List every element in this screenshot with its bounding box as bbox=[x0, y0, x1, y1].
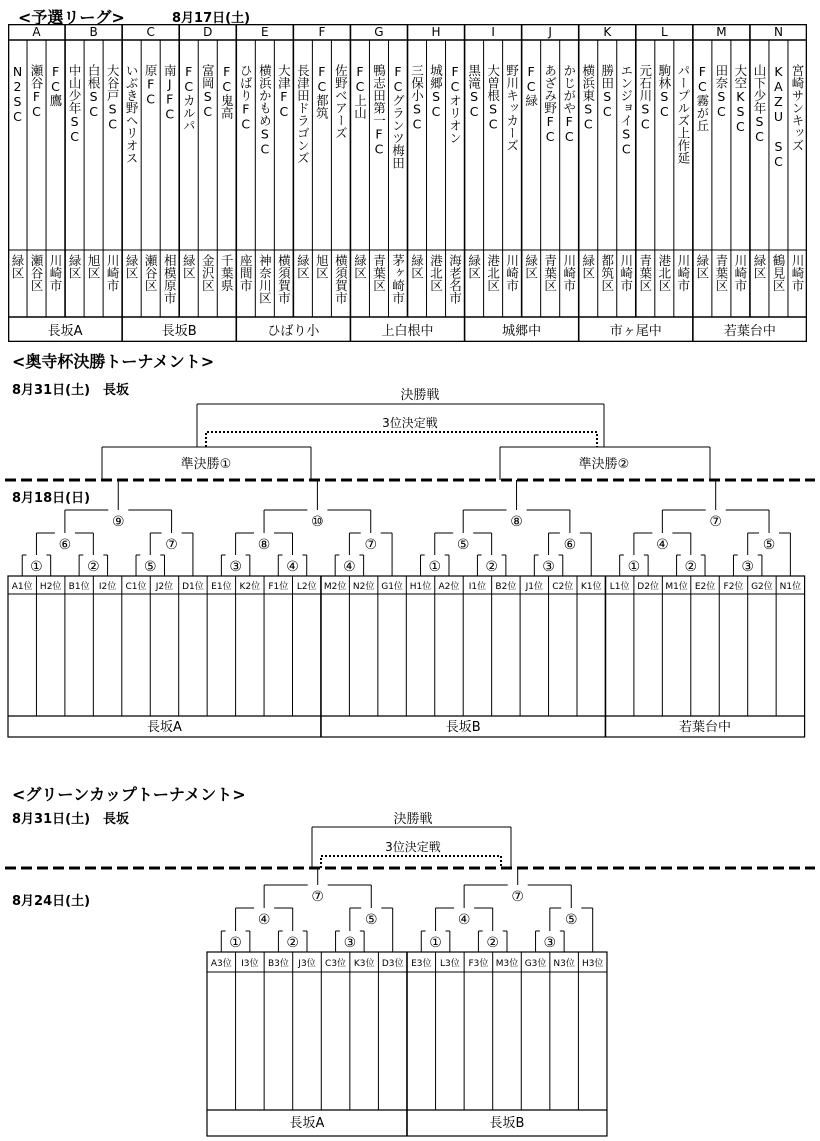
venue-label: 城郷中 bbox=[502, 324, 542, 339]
team-name: 南JFC bbox=[162, 64, 178, 122]
third-place-label: 3位決定戦 bbox=[382, 416, 438, 430]
match-label: ④ bbox=[457, 912, 471, 928]
team-ward: 緑区 bbox=[523, 254, 539, 279]
slot-label: E1位 bbox=[211, 582, 232, 592]
venue-label: 若葉台中 bbox=[679, 720, 732, 735]
team-name: 白根SC bbox=[86, 64, 102, 119]
venue-label: 若葉台中 bbox=[723, 324, 776, 339]
team-name: KAZU SC bbox=[770, 64, 786, 169]
match-label: ③ bbox=[542, 559, 555, 575]
team-ward: 千葉県 bbox=[219, 254, 235, 292]
team-ward: 神奈川区 bbox=[257, 254, 273, 304]
team-ward: 緑区 bbox=[124, 254, 140, 279]
semi-final-label: 準決勝② bbox=[578, 457, 630, 472]
team-ward: 都筑区 bbox=[599, 254, 615, 292]
green-final-date: 8月31日(土) 長坂 bbox=[12, 812, 130, 827]
slot-label: E2位 bbox=[694, 582, 716, 592]
match-label: ⑥ bbox=[58, 537, 72, 553]
team-name: 瀬谷FC bbox=[29, 64, 45, 119]
team-name: 大空KSC bbox=[732, 64, 748, 134]
slot-label: B2位 bbox=[495, 582, 517, 592]
group-letter: F bbox=[318, 25, 326, 39]
match-label: ⑤ bbox=[762, 537, 776, 553]
match-label: ② bbox=[485, 559, 498, 575]
green-bracket bbox=[0, 800, 820, 1140]
team-name: 佐野ベアーズ bbox=[333, 64, 349, 139]
slot-label: F3位 bbox=[468, 959, 489, 969]
slot-label: M3位 bbox=[495, 959, 519, 969]
prelim-date: 8月17日(土) bbox=[172, 11, 251, 26]
team-ward: 川崎市 bbox=[48, 254, 64, 292]
team-name: エンジョイSC bbox=[618, 64, 634, 157]
slot-label: L1位 bbox=[609, 582, 630, 592]
third-place-line bbox=[206, 432, 597, 447]
team-name: 中山少年SC bbox=[67, 64, 83, 144]
venue-label: 市ヶ尾中 bbox=[609, 324, 662, 339]
match-label: ③ bbox=[343, 935, 357, 951]
slot-label: B1位 bbox=[68, 582, 90, 592]
team-ward: 瀬谷区 bbox=[143, 254, 159, 292]
group-letter: I bbox=[491, 25, 495, 39]
slot-label: I2位 bbox=[98, 582, 117, 592]
match-label: ③ bbox=[543, 935, 557, 951]
team-ward: 緑区 bbox=[694, 254, 710, 279]
match-label: ⑩ bbox=[311, 514, 324, 530]
slot-label: A1位 bbox=[11, 582, 33, 592]
team-ward: 青葉区 bbox=[637, 254, 653, 292]
okudera-round-date: 8月18日(日) bbox=[12, 491, 91, 506]
team-name: かじがやFC bbox=[561, 64, 577, 144]
slot-label: F1位 bbox=[268, 582, 289, 592]
match-label: ① bbox=[428, 559, 442, 575]
match-label: ⑦ bbox=[511, 889, 524, 905]
team-name: 大曽根SC bbox=[485, 64, 501, 132]
team-name: 大津FC bbox=[276, 64, 292, 119]
match-label: ⑤ bbox=[143, 559, 157, 575]
slot-label: N3位 bbox=[553, 959, 575, 969]
group-letter: A bbox=[32, 25, 41, 39]
match-label: ⑦ bbox=[709, 514, 722, 530]
match-label: ④ bbox=[343, 559, 356, 575]
slot-label: C2位 bbox=[552, 582, 574, 592]
group-letter: D bbox=[203, 25, 213, 39]
match-label: ⑨ bbox=[111, 514, 125, 530]
match-label: ② bbox=[486, 935, 499, 951]
team-ward: 旭区 bbox=[314, 254, 330, 279]
final-label: 決勝戦 bbox=[393, 812, 433, 827]
match-label: ④ bbox=[656, 537, 669, 553]
match-label: ③ bbox=[741, 559, 754, 575]
group-letter: G bbox=[374, 25, 384, 39]
slot-label: D1位 bbox=[182, 582, 204, 592]
match-label: ① bbox=[627, 559, 641, 575]
slot-label: I1位 bbox=[468, 582, 487, 592]
team-ward: 川崎市 bbox=[504, 254, 520, 292]
team-name: FC鬼高 bbox=[219, 64, 235, 119]
slot-label: L3位 bbox=[439, 959, 460, 969]
green-title: <グリーンカップトーナメント> bbox=[12, 785, 246, 804]
team-ward: 港北区 bbox=[656, 254, 672, 292]
team-name: FC都筑 bbox=[314, 64, 330, 119]
team-name: 長津田ドラゴンズ bbox=[295, 64, 311, 164]
team-ward: 緑区 bbox=[466, 254, 482, 279]
team-name: FC霧が丘 bbox=[694, 64, 710, 132]
team-ward: 川崎市 bbox=[561, 254, 577, 292]
slot-label: J2位 bbox=[155, 582, 174, 592]
venue-label: ひばり小 bbox=[267, 324, 320, 339]
slot-label: K3位 bbox=[353, 959, 375, 969]
match-label: ④ bbox=[257, 912, 271, 928]
slot-label: D3位 bbox=[381, 959, 404, 969]
team-ward: 川崎市 bbox=[105, 254, 121, 292]
match-label: ① bbox=[429, 935, 442, 951]
team-ward: 港北区 bbox=[428, 254, 444, 292]
team-name: N2SC bbox=[10, 64, 25, 124]
green-round-date: 8月24日(土) bbox=[12, 894, 91, 909]
team-ward: 座間市 bbox=[238, 254, 254, 292]
match-label: ② bbox=[87, 559, 100, 575]
match-label: ② bbox=[286, 935, 299, 951]
slot-label: L2位 bbox=[296, 582, 317, 592]
group-letter: K bbox=[603, 25, 612, 39]
team-ward: 緑区 bbox=[751, 254, 767, 279]
team-name: あざみ野FC bbox=[542, 64, 558, 144]
team-name: 田奈SC bbox=[713, 64, 729, 119]
team-name: 野川キッカーズ bbox=[504, 64, 520, 152]
group-letter: E bbox=[261, 25, 269, 39]
slot-label: M2位 bbox=[323, 582, 347, 592]
match-label: ⑦ bbox=[165, 537, 178, 553]
team-ward: 緑区 bbox=[67, 254, 83, 279]
slot-label: C3位 bbox=[325, 959, 347, 969]
group-letter: J bbox=[548, 25, 552, 39]
team-name: FCカルパ bbox=[181, 64, 197, 132]
group-letter: M bbox=[716, 25, 727, 39]
slot-label: E3位 bbox=[411, 959, 432, 969]
okudera-final-date: 8月31日(土) 長坂 bbox=[12, 383, 130, 398]
team-name: 横浜かもめSC bbox=[257, 64, 273, 157]
match-label: ⑦ bbox=[311, 889, 324, 905]
team-name: パープルズ上作延 bbox=[675, 64, 691, 164]
team-ward: 川崎市 bbox=[675, 254, 691, 292]
slot-label: A3位 bbox=[210, 959, 232, 969]
venue-label: 長坂A bbox=[289, 1116, 325, 1131]
team-ward: 相模原市 bbox=[162, 254, 178, 304]
team-ward: 鶴見区 bbox=[770, 254, 786, 292]
team-ward: 横須賀市 bbox=[276, 254, 292, 304]
team-name: FC上山 bbox=[352, 64, 368, 119]
team-name: 駒林SC bbox=[656, 64, 672, 119]
team-name: ひばりFC bbox=[238, 64, 254, 132]
slot-label: M1位 bbox=[665, 582, 688, 592]
team-ward: 海老名市 bbox=[447, 254, 463, 304]
slot-label: J3位 bbox=[298, 959, 316, 969]
team-ward: 川崎市 bbox=[732, 254, 748, 292]
slot-label: H2位 bbox=[39, 582, 62, 592]
team-ward: 緑区 bbox=[10, 254, 25, 279]
slot-label: I3位 bbox=[241, 959, 259, 969]
slot-label: B3位 bbox=[267, 959, 289, 969]
match-label: ⑧ bbox=[257, 537, 271, 553]
team-ward: 青葉区 bbox=[542, 254, 558, 292]
match-label: ① bbox=[229, 935, 242, 951]
group-letter: N bbox=[773, 25, 783, 39]
match-label: ⑤ bbox=[564, 912, 578, 928]
slot-label: D2位 bbox=[637, 582, 659, 592]
match-label: ⑥ bbox=[563, 537, 577, 553]
okudera-bracket bbox=[0, 380, 820, 760]
team-ward: 川崎市 bbox=[789, 254, 805, 292]
team-name: 勝田SC bbox=[599, 64, 615, 119]
team-ward: 緑区 bbox=[580, 254, 596, 279]
slot-label: G2位 bbox=[751, 582, 773, 592]
venue-label: 上白根中 bbox=[381, 324, 434, 339]
slot-label: K1位 bbox=[580, 582, 602, 592]
team-ward: 緑区 bbox=[181, 254, 197, 279]
slot-label: A2位 bbox=[438, 582, 460, 592]
team-ward: 瀬谷区 bbox=[29, 254, 45, 292]
match-label: ① bbox=[30, 559, 43, 575]
team-name: FCオリオン bbox=[447, 64, 463, 144]
final-label: 決勝戦 bbox=[400, 388, 440, 403]
team-name: 鴨志田第一FC bbox=[371, 64, 387, 157]
slot-label: C1位 bbox=[125, 582, 147, 592]
slot-label: H3位 bbox=[581, 959, 604, 969]
group-letter: B bbox=[89, 25, 98, 39]
match-label: ⑦ bbox=[364, 537, 378, 553]
slot-label: G1位 bbox=[381, 582, 403, 592]
slot-label: J1位 bbox=[525, 582, 544, 592]
match-label: ③ bbox=[229, 559, 242, 575]
match-label: ④ bbox=[286, 559, 299, 575]
team-name: 大谷戸SC bbox=[105, 64, 121, 132]
team-ward: 青葉区 bbox=[371, 254, 387, 292]
team-name: 宮崎サンキッズ bbox=[789, 64, 805, 152]
match-label: ⑤ bbox=[456, 537, 470, 553]
team-ward: 川崎市 bbox=[618, 254, 634, 292]
venue-label: 長坂A bbox=[147, 720, 182, 735]
match-label: ⑧ bbox=[510, 514, 523, 530]
slot-label: G3位 bbox=[524, 959, 547, 969]
venue-label: 長坂A bbox=[47, 324, 83, 339]
team-name: 城郷SC bbox=[428, 64, 444, 119]
group-letter: H bbox=[431, 25, 441, 39]
team-name: FCグランツ梅田 bbox=[390, 64, 406, 169]
team-name: いぶき野ヘリオス bbox=[124, 64, 140, 164]
team-ward: 横須賀市 bbox=[333, 254, 349, 304]
prelim-title: <予選リーグ> bbox=[18, 8, 125, 27]
group-letter: L bbox=[660, 25, 668, 39]
team-name: 横浜東SC bbox=[580, 64, 596, 132]
slot-label: K2位 bbox=[239, 582, 261, 592]
slot-label: H1位 bbox=[409, 582, 432, 592]
team-ward: 青葉区 bbox=[713, 254, 729, 292]
team-ward: 緑区 bbox=[352, 254, 368, 279]
venue-label: 長坂B bbox=[445, 720, 481, 735]
prelim-league-table bbox=[8, 24, 807, 342]
slot-label: F2位 bbox=[723, 582, 744, 592]
team-name: 元石川SC bbox=[637, 64, 653, 132]
match-label: ② bbox=[684, 559, 698, 575]
team-name: 富岡SC bbox=[200, 64, 216, 119]
slot-label: N2位 bbox=[352, 582, 375, 592]
venue-label: 長坂B bbox=[161, 324, 197, 339]
team-name: 山下少年SC bbox=[751, 64, 767, 144]
third-place-label: 3位決定戦 bbox=[385, 840, 441, 854]
team-name: 原FC bbox=[143, 64, 159, 107]
team-ward: 旭区 bbox=[86, 254, 102, 279]
slot-label: N1位 bbox=[779, 582, 802, 592]
team-ward: 茅ヶ崎市 bbox=[390, 254, 406, 304]
semi-final-label: 準決勝① bbox=[180, 457, 232, 472]
team-ward: 緑区 bbox=[409, 254, 425, 279]
okudera-title: <奥寺杯決勝トーナメント> bbox=[12, 352, 215, 371]
team-name: 黒滝SC bbox=[466, 64, 482, 119]
team-ward: 緑区 bbox=[295, 254, 311, 279]
team-name: FC緑 bbox=[523, 64, 539, 107]
team-name: 三保小SC bbox=[409, 64, 425, 132]
team-ward: 金沢区 bbox=[200, 254, 216, 292]
team-name: FC鷹 bbox=[48, 64, 64, 107]
venue-label: 長坂B bbox=[489, 1116, 525, 1131]
team-ward: 港北区 bbox=[485, 254, 501, 292]
match-label: ⑤ bbox=[364, 912, 378, 928]
group-letter: C bbox=[146, 25, 155, 39]
third-place-line bbox=[321, 856, 501, 868]
